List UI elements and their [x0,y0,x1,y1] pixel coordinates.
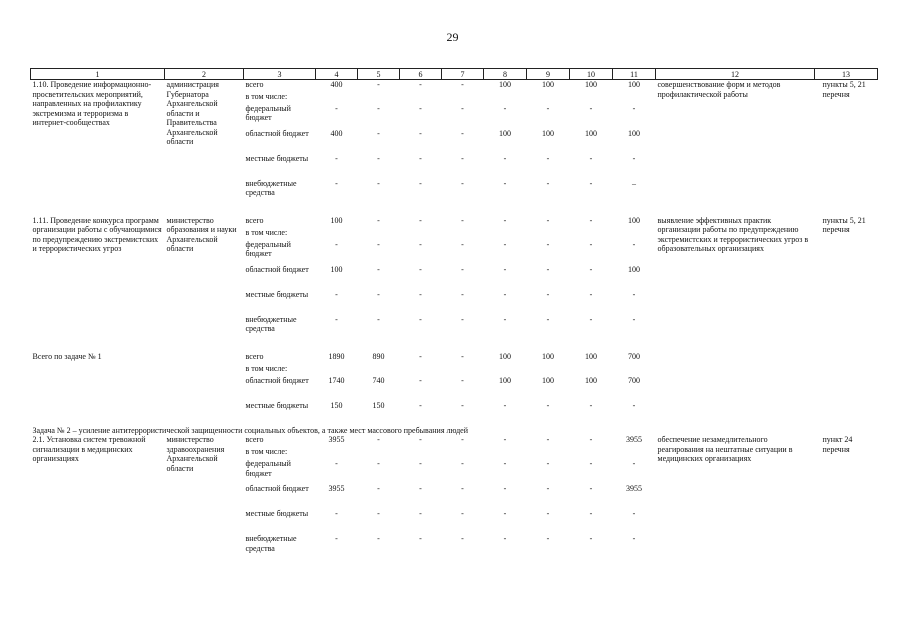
amount-cell: - [461,80,464,89]
amount-cell: 100 [628,215,640,225]
column-header: 6 [400,69,442,80]
column-header: 9 [527,69,570,80]
amount-cell: - [461,103,464,113]
amount-cell: - [419,103,422,113]
amount-cell: - [377,289,380,299]
amount-cell: - [461,128,464,138]
column-header: 1 [31,69,165,80]
amount-cell: 400 [330,80,343,89]
amount-cell: - [335,239,338,249]
amount-cell: 1890 [328,351,345,361]
amount-cell [316,92,358,104]
amount-cell: - [632,314,636,324]
amount-cell: - [503,239,507,249]
amount-cell: - [419,509,422,518]
amount-cell: 700 [628,375,640,385]
amount-cell: - [335,459,338,468]
amount-cell [613,447,656,459]
amount-cell: 100 [330,264,343,274]
amount-cell: - [419,435,422,444]
amount-cell [316,228,358,240]
column-header: 5 [358,69,400,80]
amount-cell: - [546,534,550,543]
amount-cell: 100 [585,128,597,138]
amount-cell: - [377,459,380,468]
amount-cell: 100 [499,80,511,89]
amount-cell: - [503,153,507,163]
program-table [30,68,878,559]
spacer-row [31,204,878,216]
amount-cell [442,447,484,459]
spacer-cell [31,340,878,352]
amount-cell [400,364,442,376]
amount-cell: - [461,178,464,188]
amount-cell: - [461,289,464,299]
amount-cell: - [632,239,636,249]
amount-cell: - [503,459,507,468]
task-heading: Задача № 2 – усиление антитеррористической защищенности социальных объектов, а также мест массового пребывания людей [32,425,468,435]
amount-cell [613,92,656,104]
amount-cell: - [546,314,550,324]
amount-cell: - [632,103,636,113]
amount-cell: - [632,289,636,299]
amount-cell [316,364,358,376]
amount-cell: 3955 [328,435,345,444]
amount-cell: - [377,215,380,225]
amount-cell: - [377,314,380,324]
amount-cell: - [546,215,550,225]
column-number-row [31,69,878,80]
expected-result: совершенствование форм и методов профилактической работы [657,80,781,99]
amount-cell: - [377,435,380,444]
expected-result: выявление эффективных практик организации работы по предупреждению экстремистских и террористических угроз в образовательных организациях [657,215,809,253]
amount-cell: - [589,534,593,543]
amount-cell [570,447,613,459]
amount-cell: - [461,153,464,163]
funding-source: внебюджетные средства [245,178,297,197]
amount-cell: - [546,264,550,274]
amount-cell: - [546,103,550,113]
funding-source: всего [245,80,264,89]
amount-cell: - [377,264,380,274]
amount-cell: - [503,289,507,299]
amount-cell: - [419,80,422,89]
amount-cell: - [503,264,507,274]
amount-cell: - [503,435,507,444]
activity-name: 1.10. Проведение информационно-просветительских мероприятий, направленных на профилактику экстремизма и терроризма в интернет-сообществах [32,80,152,127]
funding-source: областной бюджет [245,375,309,385]
amount-cell: - [461,509,464,518]
reference-cell: пункты 5, 21 перечня [822,215,866,234]
funding-source: федеральный бюджет [245,103,291,122]
amount-cell: - [546,435,550,444]
amount-cell: 100 [499,128,511,138]
amount-cell: - [503,314,507,324]
amount-cell: - [419,215,422,225]
amount-cell: - [503,178,507,188]
column-header: 13 [815,69,878,80]
amount-cell: - [503,534,507,543]
amount-cell: - [461,400,464,410]
amount-cell: 100 [542,128,554,138]
amount-cell: - [377,534,380,543]
amount-cell: 100 [628,80,640,89]
column-header: 11 [613,69,656,80]
amount-cell: - [377,484,380,493]
amount-cell: - [335,509,338,518]
amount-cell: - [461,264,464,274]
amount-cell: 100 [499,375,511,385]
amount-cell: - [377,178,380,188]
amount-cell: - [503,103,507,113]
amount-cell [358,447,400,459]
amount-cell: - [589,289,593,299]
amount-cell [484,228,527,240]
funding-source: всего [245,351,264,361]
task-heading-row [31,426,878,436]
amount-cell: - [546,239,550,249]
amount-cell [484,364,527,376]
amount-cell: - [419,239,422,249]
funding-source: местные бюджеты [245,153,309,163]
amount-cell: - [546,289,550,299]
spacer-row [31,340,878,352]
amount-cell: 1740 [328,375,345,385]
amount-cell [570,228,613,240]
amount-cell: - [632,509,636,518]
amount-cell: - [377,103,380,113]
amount-cell: 740 [372,375,385,385]
amount-cell [358,92,400,104]
funding-source: федеральный бюджет [245,239,291,258]
executor-name [165,352,244,426]
amount-cell: - [546,459,550,468]
amount-cell: - [419,351,422,361]
amount-cell [400,228,442,240]
amount-cell: 100 [585,375,597,385]
amount-cell: - [335,534,338,543]
reference-cell [815,352,878,426]
amount-cell: - [503,484,507,493]
column-header: 7 [442,69,484,80]
amount-cell [613,364,656,376]
amount-cell: 100 [542,80,554,89]
activity-name: 1.11. Проведение конкурса программ организации работы с обучающимися по предупреждению экстремистских и террористических угроз [32,215,162,253]
amount-cell: - [546,178,550,188]
reference-cell: пункт 24 перечня [822,435,853,454]
activity-name: 2.1. Установка систем тревожной сигнализации в медицинских организациях [32,435,146,463]
amount-cell: - [589,459,593,468]
amount-cell [358,228,400,240]
amount-cell: 100 [628,264,640,274]
amount-cell: - [589,264,593,274]
amount-cell: - [589,215,593,225]
amount-cell: - [335,153,338,163]
amount-cell: - [335,178,338,188]
table-row [31,352,878,364]
amount-cell [316,447,358,459]
spacer-cell [31,204,878,216]
amount-cell: - [461,314,464,324]
amount-cell: - [461,215,464,225]
amount-cell: - [589,509,593,518]
amount-cell: - [377,509,380,518]
amount-cell: 3955 [328,484,345,493]
amount-cell [570,92,613,104]
amount-cell: - [377,128,380,138]
amount-cell: 890 [372,351,385,361]
amount-cell: - [461,435,464,444]
amount-cell [484,92,527,104]
amount-cell: 100 [330,215,343,225]
amount-cell: - [461,375,464,385]
amount-cell: - [461,459,464,468]
amount-cell [400,447,442,459]
amount-cell: 100 [585,80,597,89]
reference-cell: пункты 5, 21 перечня [822,80,866,99]
column-header: 2 [165,69,244,80]
amount-cell [527,92,570,104]
executor-name: министерство здравоохранения Архангельской области [166,435,225,473]
funding-source: всего [245,215,264,225]
amount-cell: - [377,239,380,249]
column-header: 10 [570,69,613,80]
amount-cell: - [461,484,464,493]
amount-cell: - [632,153,636,163]
amount-cell [570,364,613,376]
amount-cell: - [503,215,507,225]
amount-cell: - [589,435,593,444]
table-row [31,216,878,228]
column-header: 12 [656,69,815,80]
executor-name: министерство образования и науки Архангельской области [166,215,237,253]
funding-source: в том числе: [245,447,288,456]
amount-cell: - [419,264,422,274]
amount-cell: - [419,289,422,299]
amount-cell: - [589,178,593,188]
funding-source: внебюджетные средства [245,314,297,333]
amount-cell: - [335,103,338,113]
funding-source: местные бюджеты [245,289,309,299]
amount-cell [527,447,570,459]
amount-cell: - [419,400,422,410]
amount-cell: - [461,239,464,249]
amount-cell: - [419,459,422,468]
amount-cell: - [419,534,422,543]
amount-cell: - [377,153,380,163]
table-row [31,80,878,92]
amount-cell [613,228,656,240]
amount-cell: 700 [628,351,640,361]
funding-source: в том числе: [245,91,288,101]
amount-cell: 100 [628,128,640,138]
funding-source: местные бюджеты [245,400,309,410]
amount-cell: - [589,484,593,493]
amount-cell: 150 [330,400,343,410]
column-header: 8 [484,69,527,80]
funding-source: областной бюджет [245,264,309,274]
amount-cell: - [632,534,636,543]
amount-cell: 400 [330,128,343,138]
funding-source: местные бюджеты [245,509,309,518]
amount-cell: 100 [542,351,554,361]
amount-cell: - [419,375,422,385]
amount-cell: 3955 [626,484,642,493]
amount-cell: - [419,128,422,138]
amount-cell [527,228,570,240]
amount-cell: - [589,153,593,163]
funding-source: всего [245,435,264,444]
amount-cell: - [377,80,380,89]
funding-source: федеральный бюджет [245,459,291,478]
amount-cell: - [461,534,464,543]
amount-cell: - [419,484,422,493]
amount-cell: - [419,178,422,188]
amount-cell: - [419,153,422,163]
page-number: 29 [446,30,459,44]
amount-cell: - [503,509,507,518]
amount-cell [484,447,527,459]
amount-cell: - [589,239,593,249]
amount-cell: 100 [585,351,597,361]
amount-cell: - [461,351,464,361]
column-header: 3 [244,69,316,80]
funding-source: областной бюджет [245,128,309,138]
amount-cell: – [632,178,636,188]
amount-cell [527,364,570,376]
amount-cell: - [632,400,636,410]
amount-cell: - [503,400,507,410]
funding-source: областной бюджет [245,484,309,493]
expected-result: обеспечение незамедлительного реагирования на нештатные ситуации в медицинских организациях [657,435,793,463]
amount-cell: - [589,314,593,324]
expected-result [656,352,815,426]
amount-cell: 100 [499,351,511,361]
funding-source: в том числе: [245,227,288,237]
amount-cell: - [335,289,338,299]
amount-cell: - [546,509,550,518]
amount-cell: 150 [372,400,385,410]
amount-cell: 100 [542,375,554,385]
amount-cell: - [632,459,636,468]
amount-cell: - [589,400,593,410]
amount-cell: - [335,314,338,324]
amount-cell [442,228,484,240]
amount-cell [400,92,442,104]
funding-source: внебюджетные средства [245,534,297,553]
amount-cell: - [546,153,550,163]
amount-cell [442,364,484,376]
column-header: 4 [316,69,358,80]
amount-cell: - [546,484,550,493]
amount-cell: - [419,314,422,324]
executor-name: администрация Губернатора Архангельской области и Правительства Архангельской области [166,80,219,146]
amount-cell: - [589,103,593,113]
amount-cell: - [546,400,550,410]
amount-cell: 3955 [626,435,642,444]
funding-source: в том числе: [245,363,288,373]
table-row [31,435,878,447]
activity-name: Всего по задаче № 1 [32,351,102,361]
amount-cell [358,364,400,376]
amount-cell [442,92,484,104]
